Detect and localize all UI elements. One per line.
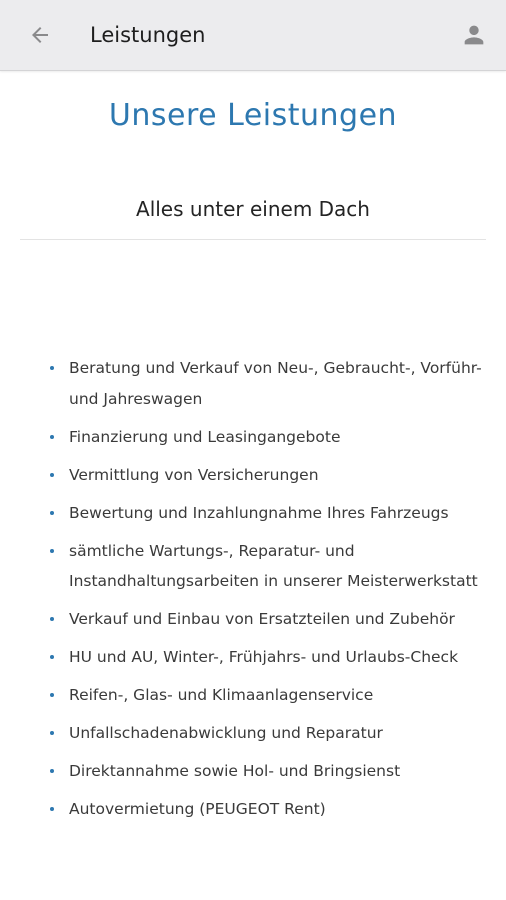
services-list <box>48 353 498 832</box>
service-item: sämtliche Wartungs-, Reparatur- und Instandhaltungsarbeiten in unserer Meisterwerkstatt <box>48 536 498 597</box>
profile-button[interactable] <box>456 17 492 53</box>
back-button[interactable] <box>22 17 58 53</box>
divider <box>20 239 486 240</box>
app-bar-title: Leistungen <box>90 23 206 47</box>
service-item: HU und AU, Winter-, Frühjahrs- und Urlaubs-Check <box>48 642 498 673</box>
page-heading: Unsere Leistungen <box>108 98 398 133</box>
service-item: Beratung und Verkauf von Neu-, Gebraucht-, Vorführ- und Jahreswagen <box>48 353 498 414</box>
arrow-left-icon <box>28 23 52 47</box>
service-item: Bewertung und Inzahlungnahme Ihres Fahrzeugs <box>48 498 498 529</box>
service-item: Direktannahme sowie Hol- und Bringsienst <box>48 756 498 787</box>
person-icon <box>460 21 488 49</box>
page-subheading: Alles unter einem Dach <box>136 197 370 221</box>
service-item: Unfallschadenabwicklung und Reparatur <box>48 718 498 749</box>
app-bar <box>0 0 506 71</box>
service-item: Vermittlung von Versicherungen <box>48 460 498 491</box>
service-item: Autovermietung (PEUGEOT Rent) <box>48 794 498 825</box>
service-item: Reifen-, Glas- und Klimaanlagenservice <box>48 680 498 711</box>
service-item: Verkauf und Einbau von Ersatzteilen und Zubehör <box>48 604 498 635</box>
service-item: Finanzierung und Leasingangebote <box>48 422 498 453</box>
